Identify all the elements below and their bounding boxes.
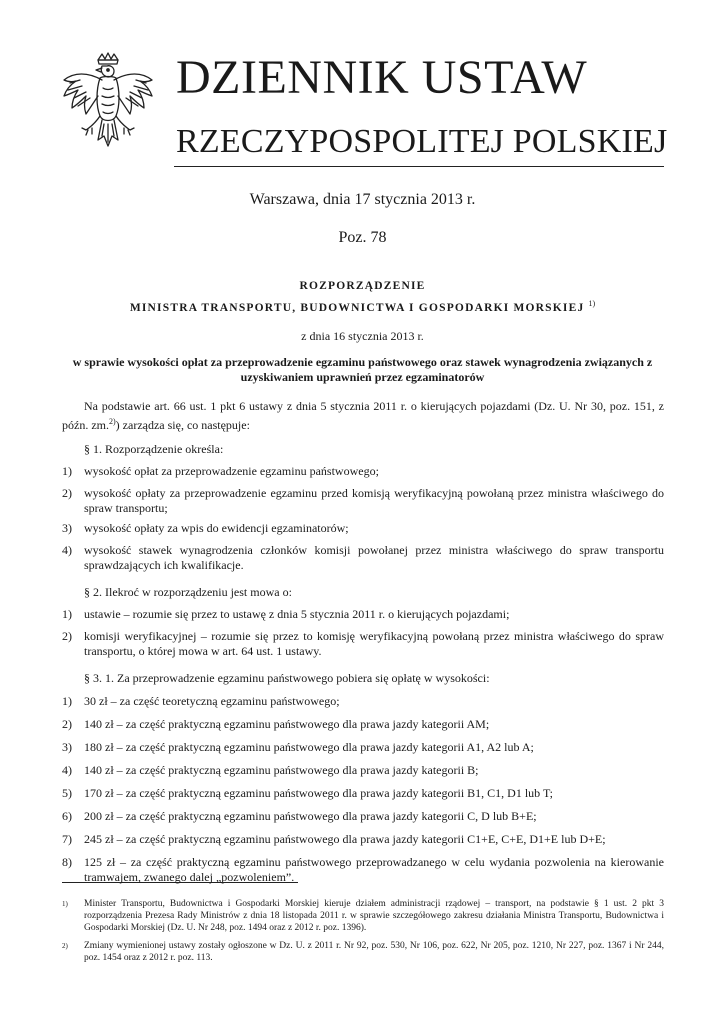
item-number: 1) <box>62 464 72 478</box>
item-number: 8) <box>62 855 72 869</box>
item-number: 1) <box>62 607 72 621</box>
list-item <box>62 763 664 778</box>
item-text: wysokość opłat za przeprowadzenie egzaminu państwowego; <box>84 464 379 478</box>
list-item <box>62 543 664 573</box>
item-number: 3) <box>62 521 72 535</box>
list-item <box>62 855 664 885</box>
preamble-text: Na podstawie art. 66 ust. 1 pkt 6 ustawy z dnia 5 stycznia 2011 r. o kierujących pojazdami (Dz. U. Nr 30, poz. 151, z późn. zm. <box>62 399 664 432</box>
list-item <box>62 740 664 755</box>
list-item <box>62 786 664 801</box>
item-text: 140 zł – za część praktyczną egzaminu państwowego dla prawa jazdy kategorii B; <box>84 763 479 777</box>
list-item <box>62 521 664 536</box>
list-item <box>62 809 664 824</box>
footnote-text: Zmiany wymienionej ustawy zostały ogłoszone w Dz. U. z 2011 r. Nr 92, poz. 530, Nr 106, poz. 622, Nr 205, poz. 1210, Nr 227, poz. 1367 i Nr 244, poz. 1454 oraz z 2012 r. poz. 113. <box>84 941 664 963</box>
section-2-heading: § 2. Ilekroć w rozporządzeniu jest mowa o: <box>84 585 292 599</box>
footnote <box>62 898 664 934</box>
act-subject: w sprawie wysokości opłat za przeprowadzenie egzaminu państwowego oraz stawek wynagrodzenia związanych z uzyskiwaniem uprawnień przez egzaminatorów <box>72 355 653 384</box>
item-number: 2) <box>62 629 72 643</box>
section-1-heading: § 1. Rozporządzenie określa: <box>84 442 224 456</box>
footnote-number: 2) <box>62 942 68 950</box>
list-item <box>62 629 664 659</box>
footnote-ref[interactable]: 1) <box>588 299 596 308</box>
item-text: 200 zł – za część praktyczną egzaminu państwowego dla prawa jazdy kategorii C, D lub B+E; <box>84 809 537 823</box>
item-number: 2) <box>62 486 72 500</box>
footnote-ref[interactable]: 2) <box>109 417 116 426</box>
act-type: ROZPORZĄDZENIE <box>299 280 426 292</box>
item-number: 5) <box>62 786 72 800</box>
list-item <box>62 607 664 622</box>
item-text: 125 zł – za część praktyczną egzaminu państwowego przeprowadzanego w celu wydania pozwolenia na kierowanie tramwajem, zwanego dalej „pozwoleniem”. <box>84 855 664 884</box>
item-number: 1) <box>62 694 72 708</box>
item-text: 140 zł – za część praktyczną egzaminu państwowego dla prawa jazdy kategorii AM; <box>84 717 490 731</box>
gazette-subtitle: RZECZYPOSPOLITEJ POLSKIEJ <box>176 123 668 160</box>
list-item <box>62 717 664 732</box>
item-number: 7) <box>62 832 72 846</box>
act-date: z dnia 16 stycznia 2013 r. <box>301 329 424 343</box>
footnote-text: Minister Transportu, Budownictwa i Gospodarki Morskiej kieruje działem administracji rządowej – transport, na podstawie § 1 ust. 2 pkt 3 rozporządzenia Prezesa Rady Ministrów z dnia 18 listopada 2011 r. w sprawie szczegółowego zakresu działania Ministra Transportu, Budownictwa i Gospodarki Morskiej (Dz. U. Nr 248, poz. 1494 oraz z 2012 r. poz. 1396). <box>84 899 664 933</box>
issue-date: Warszawa, dnia 17 stycznia 2013 r. <box>249 191 476 208</box>
list-item <box>62 832 664 847</box>
act-issuer-line <box>62 295 663 317</box>
item-text: 180 zł – za część praktyczną egzaminu państwowego dla prawa jazdy kategorii A1, A2 lub A; <box>84 740 534 754</box>
section-3-heading: § 3. 1. Za przeprowadzenie egzaminu państwowego pobiera się opłatę w wysokości: <box>84 671 490 685</box>
list-item <box>62 464 664 479</box>
item-text: ustawie – rozumie się przez to ustawę z dnia 5 stycznia 2011 r. o kierujących pojazdami; <box>84 607 510 621</box>
footnote-divider <box>62 882 298 883</box>
item-number: 4) <box>62 543 72 557</box>
preamble <box>62 399 664 433</box>
preamble-text-end: ) zarządza się, co następuje: <box>115 418 250 432</box>
item-text: wysokość stawek wynagrodzenia członków komisji powołanej przez ministra właściwego do spraw transportu sprawdzających ich kwalifikacje. <box>84 543 664 572</box>
item-text: komisji weryfikacyjnej – rozumie się przez to komisję weryfikacyjną powołaną przez ministra właściwego do spraw transportu, o której mowa w art. 64 ust. 1 ustawy. <box>84 629 664 658</box>
footnote <box>62 940 664 964</box>
act-heading <box>62 278 663 317</box>
polish-eagle-emblem-icon <box>58 50 158 160</box>
act-issuer: MINISTRA TRANSPORTU, BUDOWNICTWA I GOSPODARKI MORSKIEJ <box>129 301 585 314</box>
item-text: wysokość opłaty za wpis do ewidencji egzaminatorów; <box>84 521 349 535</box>
item-number: 2) <box>62 717 72 731</box>
footnote-number: 1) <box>62 900 68 908</box>
issue-position: Poz. 78 <box>338 229 387 246</box>
item-number: 4) <box>62 763 72 777</box>
list-item <box>62 486 664 516</box>
item-text: wysokość opłaty za przeprowadzenie egzaminu przed komisją weryfikacyjną powołaną przez ministra właściwego do spraw transportu; <box>84 486 664 515</box>
masthead-divider <box>174 166 664 167</box>
item-number: 6) <box>62 809 72 823</box>
item-text: 30 zł – za część teoretyczną egzaminu państwowego; <box>84 694 340 708</box>
list-item <box>62 694 664 709</box>
item-text: 170 zł – za część praktyczną egzaminu państwowego dla prawa jazdy kategorii B1, C1, D1 lub T; <box>84 786 553 800</box>
item-text: 245 zł – za część praktyczną egzaminu państwowego dla prawa jazdy kategorii C1+E, C+E, D1+E lub D+E; <box>84 832 606 846</box>
gazette-title: DZIENNIK USTAW <box>176 51 588 104</box>
item-number: 3) <box>62 740 72 754</box>
